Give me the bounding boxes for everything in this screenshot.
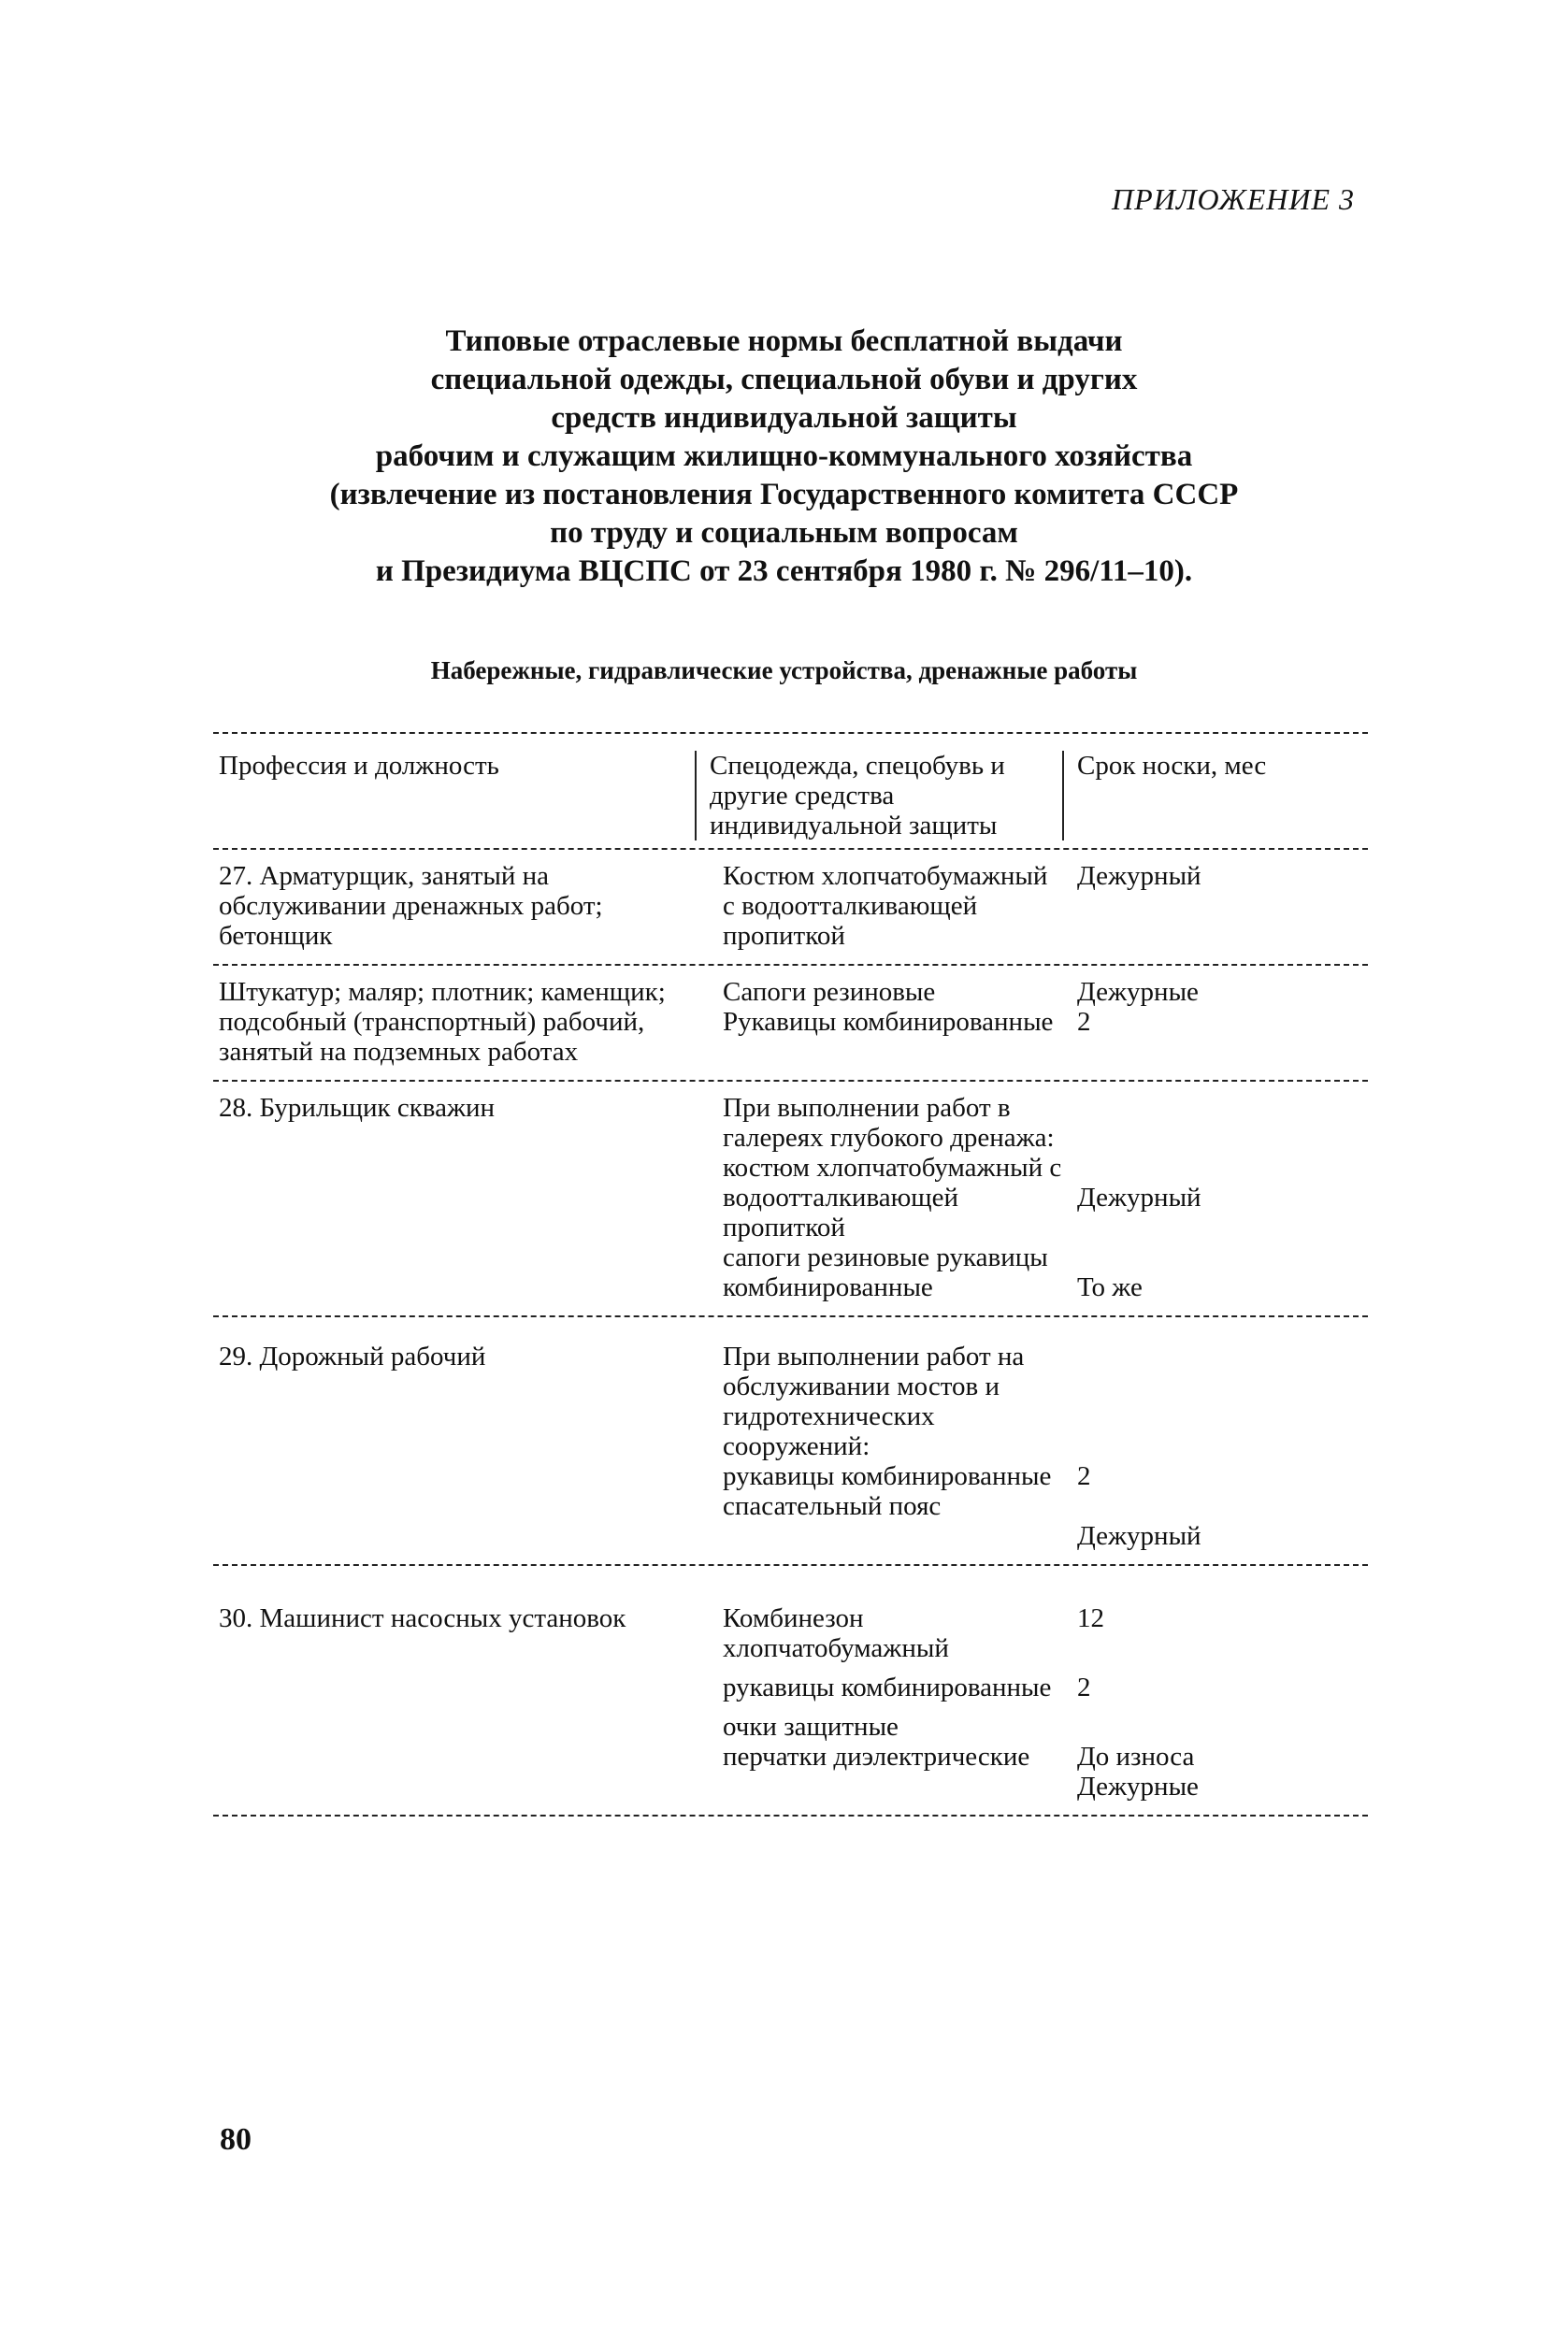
document-title — [187, 323, 1381, 591]
term-value: Дежурные — [1077, 1772, 1199, 1802]
header-term: Срок носки, мес — [1077, 751, 1267, 781]
title-line: средств индивидуальной защиты — [551, 401, 1017, 435]
table-rule — [213, 1815, 1368, 1817]
table-row — [213, 966, 1368, 1080]
term-value: Дежурный — [1077, 1183, 1201, 1213]
row-profession: 27. Арматурщик, занятый на обслуживании дренажных работ; бетонщик — [219, 861, 603, 951]
appendix-label: ПРИЛОЖЕНИЕ 3 — [1112, 182, 1355, 216]
row-profession: 28. Бурильщик скважин — [219, 1093, 496, 1123]
term-value: 2 — [1077, 1007, 1091, 1037]
row-profession: 30. Машинист насосных установок — [219, 1603, 626, 1633]
header-profession: Профессия и должность — [219, 751, 499, 781]
row-profession: 29. Дорожный рабочий — [219, 1342, 486, 1372]
equipment-item: Костюм хлопчатобумажный с водоотталкивающей пропиткой — [723, 861, 1048, 951]
term-value: 2 — [1077, 1673, 1091, 1702]
title-line: рабочим и служащим жилищно-коммунального хозяйства — [375, 439, 1193, 473]
row-equipment — [695, 1603, 1064, 1802]
equipment-item: рукавицы комбинированные — [723, 1461, 1052, 1491]
title-line: Типовые отраслевые нормы бесплатной выдачи — [445, 324, 1123, 358]
term-value: Дежурный — [1077, 861, 1201, 891]
term-value: 12 — [1077, 1603, 1104, 1633]
norms-table — [213, 732, 1368, 1817]
equipment-item: костюм хлопчатобумажный с водоотталкивающей пропиткой — [723, 1153, 1062, 1242]
title-line: (извлечение из постановления Государственного комитета СССР — [329, 478, 1239, 511]
equipment-item: перчатки диэлектрические — [723, 1742, 1030, 1772]
term-value: Дежурные — [1077, 977, 1199, 1007]
equipment-item: сапоги резиновые рукавицы комбинированные — [723, 1242, 1048, 1302]
term-value: То же — [1077, 1272, 1143, 1302]
row-equipment — [695, 977, 1064, 1067]
row-profession: Штукатур; маляр; плотник; каменщик; подсобный (транспортный) рабочий, занятый на подземных работах — [219, 977, 666, 1067]
title-line: по труду и социальным вопросам — [550, 516, 1018, 550]
term-value: 2 — [1077, 1461, 1091, 1491]
row-term — [1064, 1093, 1368, 1302]
equipment-item: При выполнении работ в галереях глубокого дренажа: — [723, 1093, 1055, 1153]
equipment-item: Рукавицы комбинированные — [723, 1007, 1054, 1037]
title-line: специальной одежды, специальной обуви и других — [430, 363, 1138, 396]
table-row — [213, 1317, 1368, 1564]
table-row — [213, 1082, 1368, 1315]
equipment-item: очки защитные — [723, 1712, 899, 1742]
row-equipment — [695, 861, 1064, 951]
row-term — [1064, 861, 1368, 951]
row-term — [1064, 1342, 1368, 1551]
row-term — [1064, 977, 1368, 1067]
term-spacer — [1077, 1342, 1368, 1461]
equipment-item: Комбинезон хлопчатобумажный — [723, 1603, 949, 1663]
equipment-item: рукавицы комбинированные — [723, 1673, 1052, 1702]
row-term — [1064, 1603, 1368, 1802]
term-value: Дежурный — [1077, 1521, 1201, 1551]
section-subtitle: Набережные, гидравлические устройства, дренажные работы — [430, 656, 1138, 684]
row-equipment — [695, 1342, 1064, 1551]
term-value: До износа — [1077, 1742, 1195, 1772]
header-equipment: Спецодежда, спецобувь и другие средства индивидуальной защиты — [695, 751, 1064, 840]
equipment-item: Сапоги резиновые — [723, 977, 936, 1007]
equipment-item: спасательный пояс — [723, 1491, 942, 1521]
equipment-item: При выполнении работ на обслуживании мостов и гидротехнических сооружений: — [723, 1342, 1025, 1461]
title-line: и Президиума ВЦСПС от 23 сентября 1980 г. № 296/11–10). — [375, 554, 1193, 588]
table-header — [213, 734, 1368, 848]
table-row — [213, 850, 1368, 964]
row-equipment — [695, 1093, 1064, 1302]
term-spacer — [1077, 1093, 1368, 1183]
table-row — [213, 1566, 1368, 1815]
page-number: 80 — [220, 2122, 252, 2157]
